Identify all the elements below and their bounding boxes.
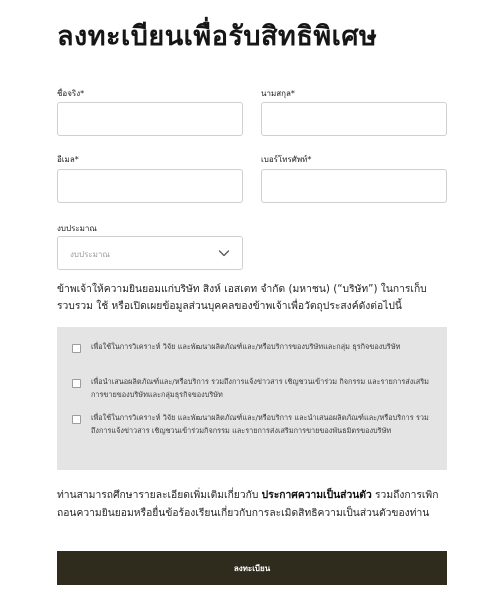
phone-label: เบอร์โทรศัพท์*: [261, 155, 312, 164]
form-title: ลงทะเบียนเพื่อรับสิทธิพิเศษ: [57, 21, 378, 52]
privacy-notice-link[interactable]: ประกาศความเป็นส่วนตัว: [261, 489, 372, 501]
first-name-input[interactable]: [57, 102, 243, 136]
consent-option-text-1: เพื่อใช้ในการวิเคราะห์ วิจัย และพัฒนาผลิตภัณฑ์และ/หรือบริการของบริษัทและกลุ่ม ธุรกิจของบริษัท: [91, 342, 401, 351]
budget-label: งบประมาณ: [57, 224, 97, 233]
consent-checkbox-1[interactable]: [72, 344, 81, 353]
consent-option-text-3: เพื่อใช้ในการวิเคราะห์ วิจัย และพัฒนาผลิตภัณฑ์และ/หรือบริการ และนำเสนอผลิตภัณฑ์และ/หรือบริการ รวมถึงการแจ้งข่าวสาร เชิญชวนเข้าร่วมกิจกรรม และรายการส่งเสริมการขายของพันธมิตรของบริษัท: [91, 413, 429, 435]
phone-input[interactable]: [261, 169, 447, 203]
first-name-label: ชื่อจริง*: [57, 89, 85, 98]
last-name-input[interactable]: [261, 102, 447, 136]
consent-option-text-2: เพื่อนำเสนอผลิตภัณฑ์และ/หรือบริการ รวมถึงการแจ้งข่าวสาร เชิญชวนเข้าร่วม กิจกรรม และรายการส่งเสริมการขายของบริษัทและกลุ่มธุรกิจของบริษัท: [91, 377, 429, 399]
chevron-down-icon: [218, 247, 230, 259]
budget-select[interactable]: [57, 236, 243, 270]
consent-checkbox-3[interactable]: [72, 415, 81, 424]
consent-text: ข้าพเจ้าให้ความยินยอมแก่บริษัท สิงห์ เอสเตท จำกัด (มหาชน) (“บริษัท”) ในการเก็บรวบรวม ใช้ หรือเปิดเผยข้อมูลส่วนบุคคลของข้าพเจ้าเพื่อวัตถุประสงค์ดังต่อไปนี้: [57, 283, 427, 312]
budget-select-placeholder: งบประมาณ: [70, 250, 110, 259]
footer-suffix: รวมถึงการเพิกถอนความยินยอมหรือยื่นข้อร้องเรียนเกี่ยวกับการละเมิดสิทธิความเป็นส่วนตัวของท่าน: [57, 489, 439, 519]
consent-options-panel: [57, 327, 447, 470]
email-label: อีเมล*: [57, 155, 79, 164]
email-input[interactable]: [57, 169, 243, 203]
last-name-label: นามสกุล*: [261, 89, 295, 98]
register-button[interactable]: ลงทะเบียน: [57, 551, 447, 585]
privacy-footer: [57, 486, 447, 522]
footer-prefix: ท่านสามารถศึกษารายละเอียดเพิ่มเติมเกี่ยวกับ: [57, 489, 262, 501]
consent-checkbox-2[interactable]: [72, 379, 81, 388]
